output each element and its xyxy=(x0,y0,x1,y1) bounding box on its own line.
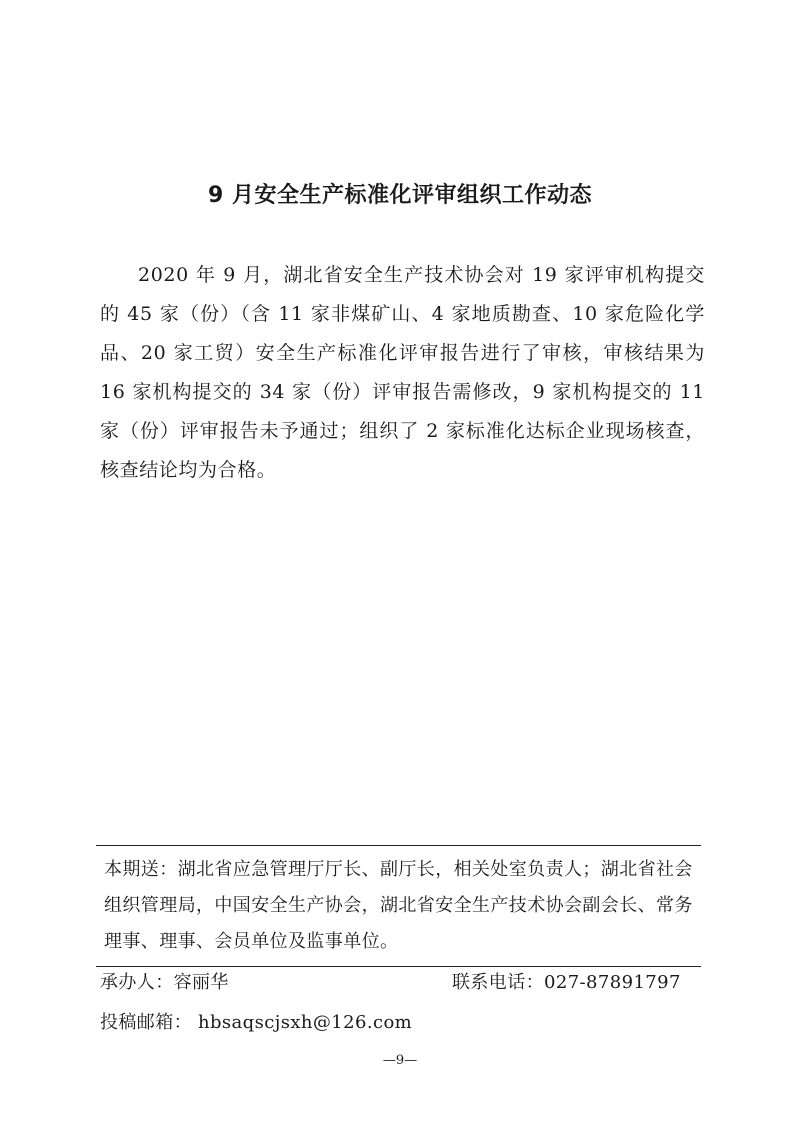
contact-row xyxy=(100,968,700,998)
document-title: 9 月安全生产标准化评审组织工作动态 xyxy=(208,183,592,208)
distribution-list: 本期送：湖北省应急管理厅厅长、副厅长，相关处室负责人；湖北省社会组织管理局，中国安全生产协会，湖北省安全生产技术协会副会长、常务理事、理事、会员单位及监事单位。 xyxy=(96,845,701,967)
phone-label: 联系电话： xyxy=(452,972,544,993)
handler-label: 承办人： xyxy=(100,972,174,993)
email-label: 投稿邮箱： xyxy=(100,1012,192,1033)
phone-number: 027-87891797 xyxy=(544,972,681,993)
handler-name: 容丽华 xyxy=(173,972,229,993)
email-address: hbsaqscjsxh@126.com xyxy=(198,1012,413,1033)
handler-info xyxy=(100,968,229,994)
email-info xyxy=(100,1008,412,1034)
body-paragraph: 2020 年 9 月，湖北省安全生产技术协会对 19 家评审机构提交的 45 家（份）（含 11 家非煤矿山、4 家地质勘查、10 家危险化学品、20 家工贸）安全生产标准化评审报告进行了审核，审核结果为 16 家机构提交的 34 家（份）评审报告需修改，9 家机构提交的 11 家（份）评审报告未予通过；组织了 2 家标准化达标企业现场核查，核查结论均为合格。 xyxy=(100,264,705,481)
phone-info xyxy=(452,968,681,994)
page-number: —9— xyxy=(382,1053,418,1068)
